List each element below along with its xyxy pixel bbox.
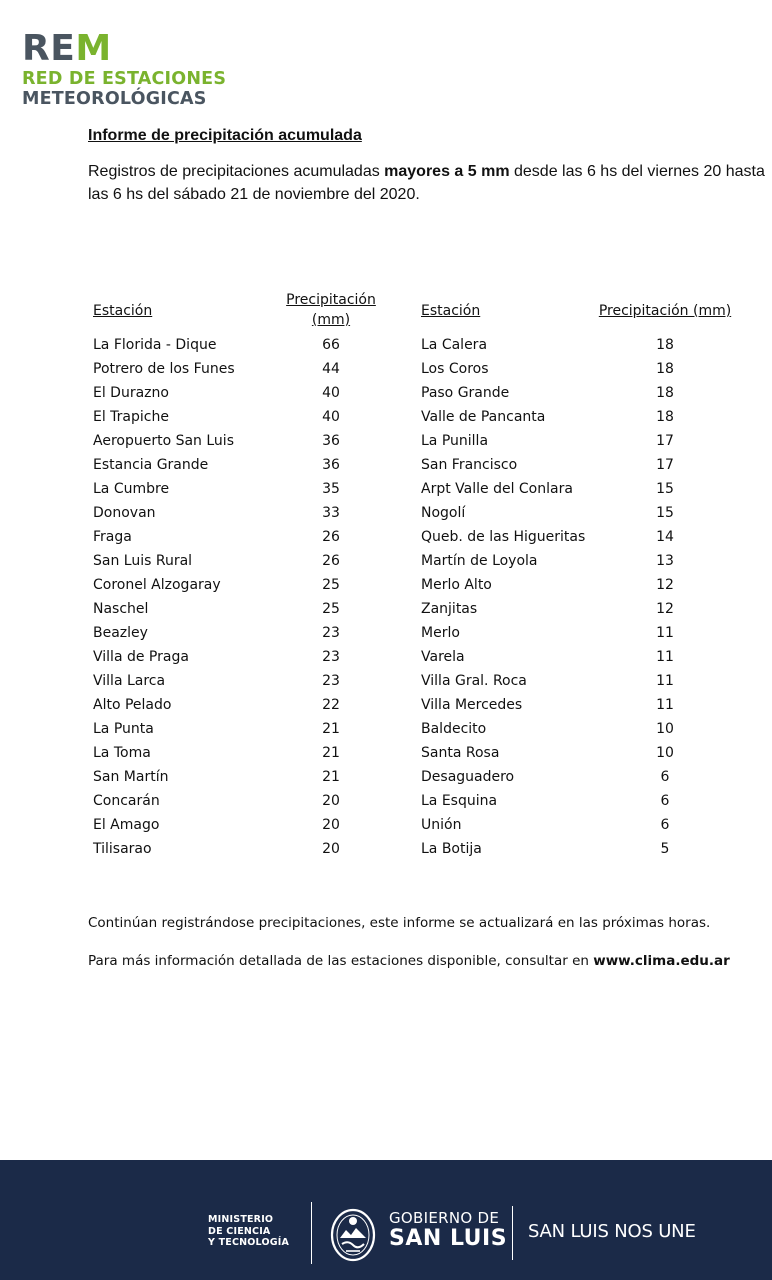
slogan: SAN LUIS NOS UNE <box>528 1221 696 1242</box>
precip-value-right: 10 <box>656 745 674 761</box>
precip-value-left: 21 <box>322 769 340 785</box>
table-row <box>0 717 772 741</box>
header-station-right: Estación <box>421 303 481 319</box>
precip-value-left: 36 <box>322 433 340 449</box>
station-name-left: Tilisarao <box>93 841 152 857</box>
station-name-left: El Durazno <box>93 385 169 401</box>
government-label: GOBIERNO DE SAN LUIS <box>389 1209 508 1251</box>
station-name-left: Fraga <box>93 529 132 545</box>
station-name-left: La Toma <box>93 745 151 761</box>
station-name-right: Unión <box>421 817 462 833</box>
station-name-right: Santa Rosa <box>421 745 500 761</box>
station-name-left: El Trapiche <box>93 409 169 425</box>
table-row <box>0 549 772 573</box>
station-name-left: La Punta <box>93 721 154 737</box>
precip-value-right: 14 <box>656 529 674 545</box>
precip-value-left: 44 <box>322 361 340 377</box>
table-row <box>0 669 772 693</box>
station-name-left: Potrero de los Funes <box>93 361 235 377</box>
precip-value-left: 23 <box>322 649 340 665</box>
precip-value-left: 21 <box>322 745 340 761</box>
precip-value-left: 22 <box>322 697 340 713</box>
precip-value-right: 15 <box>656 481 674 497</box>
report-title: Informe de precipitación acumulada <box>88 127 362 144</box>
station-name-left: El Amago <box>93 817 160 833</box>
station-name-right: Varela <box>421 649 465 665</box>
station-name-right: Merlo <box>421 625 460 641</box>
table-row <box>0 621 772 645</box>
table-row <box>0 837 772 861</box>
table-row <box>0 813 772 837</box>
station-name-left: Naschel <box>93 601 149 617</box>
table-row <box>0 333 772 357</box>
station-name-right: Queb. de las Higueritas <box>421 529 586 545</box>
more-info-note: Para más información detallada de las estaciones disponible, consultar en www.clima.edu.ar <box>88 953 730 969</box>
table-row <box>0 405 772 429</box>
station-name-left: Donovan <box>93 505 156 521</box>
table-row <box>0 765 772 789</box>
precip-value-left: 66 <box>322 337 340 353</box>
station-name-right: Zanjitas <box>421 601 478 617</box>
station-name-right: Paso Grande <box>421 385 510 401</box>
precip-value-right: 17 <box>656 433 674 449</box>
precip-value-left: 40 <box>322 385 340 401</box>
clima-link[interactable]: www.clima.edu.ar <box>593 953 730 969</box>
logo-line-2: METEOROLÓGICAS <box>22 89 207 109</box>
station-name-left: Concarán <box>93 793 160 809</box>
station-name-right: Desaguadero <box>421 769 515 785</box>
precip-value-right: 6 <box>660 817 670 833</box>
precip-value-left: 23 <box>322 673 340 689</box>
precip-value-right: 17 <box>656 457 674 473</box>
station-name-left: La Cumbre <box>93 481 170 497</box>
station-name-right: Valle de Pancanta <box>421 409 546 425</box>
table-row <box>0 453 772 477</box>
precip-value-left: 20 <box>322 841 340 857</box>
header-precip-right: Precipitación (mm) <box>598 303 732 319</box>
precip-value-left: 20 <box>322 793 340 809</box>
ministry-label: MINISTERIO DE CIENCIA Y TECNOLOGÍA <box>208 1214 290 1248</box>
precip-value-right: 5 <box>660 841 670 857</box>
precip-value-left: 23 <box>322 625 340 641</box>
station-name-left: Alto Pelado <box>93 697 172 713</box>
report-description: Registros de precipitaciones acumuladas mayores a 5 mm desde las 6 hs del viernes 20 hasta las 6 hs del sábado 21 de noviembre del 2020. <box>88 163 765 203</box>
precip-value-right: 18 <box>656 385 674 401</box>
precip-value-right: 18 <box>656 337 674 353</box>
station-name-right: La Calera <box>421 337 488 353</box>
table-row <box>0 381 772 405</box>
header-precip-left: Precipitación (mm) <box>286 292 376 328</box>
precip-value-right: 13 <box>656 553 674 569</box>
precip-value-left: 20 <box>322 817 340 833</box>
station-name-right: Arpt Valle del Conlara <box>421 481 573 497</box>
table-row <box>0 501 772 525</box>
station-name-left: Beazley <box>93 625 148 641</box>
precip-value-right: 18 <box>656 409 674 425</box>
station-name-right: Villa Gral. Roca <box>421 673 527 689</box>
precip-value-left: 26 <box>322 529 340 545</box>
table-row <box>0 357 772 381</box>
rem-logo <box>22 30 226 109</box>
precip-value-right: 12 <box>656 577 674 593</box>
precip-value-right: 12 <box>656 601 674 617</box>
threshold-highlight: mayores a 5 mm <box>384 163 510 180</box>
precip-value-right: 11 <box>656 673 674 689</box>
station-name-left: Villa de Praga <box>93 649 189 665</box>
precip-value-right: 11 <box>656 649 674 665</box>
station-name-right: Baldecito <box>421 721 487 737</box>
table-row <box>0 429 772 453</box>
precip-value-right: 6 <box>660 769 670 785</box>
precip-value-left: 40 <box>322 409 340 425</box>
station-name-left: San Martín <box>93 769 169 785</box>
logo-line-1: RED DE ESTACIONES <box>22 69 227 89</box>
san-luis-shield-icon <box>326 1204 380 1264</box>
precip-value-right: 18 <box>656 361 674 377</box>
footer-bar <box>0 1160 772 1280</box>
station-name-right: Merlo Alto <box>421 577 492 593</box>
precip-value-left: 25 <box>322 577 340 593</box>
precip-value-right: 11 <box>656 697 674 713</box>
station-name-right: La Esquina <box>421 793 498 809</box>
table-row <box>0 645 772 669</box>
station-name-left: San Luis Rural <box>93 553 193 569</box>
station-name-right: Los Coros <box>421 361 489 377</box>
update-note: Continúan registrándose precipitaciones, este informe se actualizará en las próximas horas. <box>88 915 711 931</box>
station-name-right: Nogolí <box>421 505 466 521</box>
table-row <box>0 573 772 597</box>
table-row <box>0 789 772 813</box>
station-name-right: Martín de Loyola <box>421 553 538 569</box>
station-name-left: Coronel Alzogaray <box>93 577 221 593</box>
table-row <box>0 741 772 765</box>
station-name-left: Estancia Grande <box>93 457 209 473</box>
table-row <box>0 693 772 717</box>
table-body <box>0 333 772 861</box>
station-name-left: Aeropuerto San Luis <box>93 433 234 449</box>
precip-value-right: 10 <box>656 721 674 737</box>
precip-value-left: 21 <box>322 721 340 737</box>
table-row <box>0 597 772 621</box>
precip-value-right: 15 <box>656 505 674 521</box>
station-name-left: La Florida - Dique <box>93 337 217 353</box>
station-name-right: San Francisco <box>421 457 518 473</box>
precip-value-left: 25 <box>322 601 340 617</box>
precip-value-right: 6 <box>660 793 670 809</box>
precip-value-left: 33 <box>322 505 340 521</box>
table-row <box>0 477 772 501</box>
header-station-left: Estación <box>93 303 153 319</box>
logo-acronym: REM <box>22 28 112 69</box>
station-name-right: La Punilla <box>421 433 489 449</box>
precip-value-left: 36 <box>322 457 340 473</box>
footer-divider-2 <box>512 1206 513 1260</box>
precip-value-left: 35 <box>322 481 340 497</box>
station-name-left: Villa Larca <box>93 673 166 689</box>
table-row <box>0 525 772 549</box>
station-name-right: Villa Mercedes <box>421 697 523 713</box>
footer-divider <box>311 1202 312 1264</box>
precip-value-right: 11 <box>656 625 674 641</box>
station-name-right: La Botija <box>421 841 482 857</box>
precip-value-left: 26 <box>322 553 340 569</box>
